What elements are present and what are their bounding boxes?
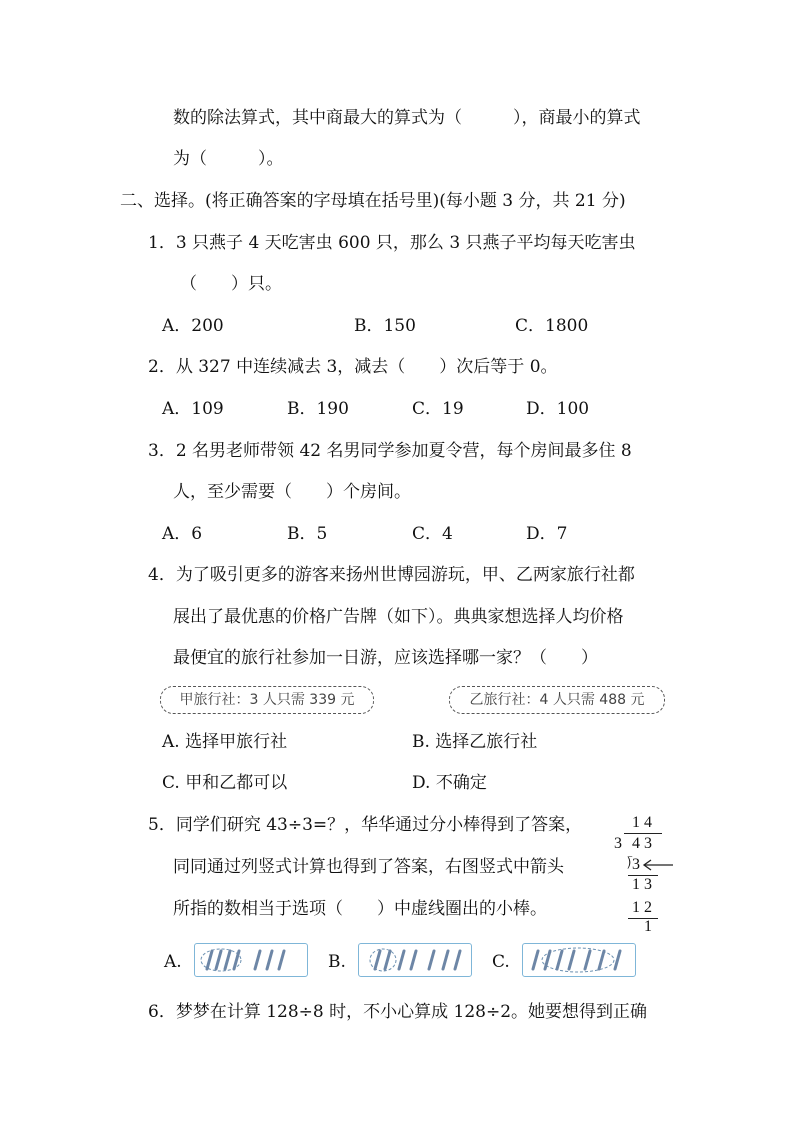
question-5-text-cont-2: 所指的数相当于选项（ ）中虚线圈出的小棒。	[173, 899, 547, 919]
q5-option-b-label[interactable]: B.	[328, 952, 346, 972]
q3-option-b[interactable]: B．5	[287, 524, 328, 544]
question-1-text-cont: （ ）只。	[180, 274, 282, 294]
stick-bundle-icon	[195, 944, 307, 976]
question-1-text: 1．3 只燕子 4 天吃害虫 600 只，那么 3 只燕子平均每天吃害虫	[148, 233, 636, 253]
long-division-diagram	[606, 814, 676, 938]
q4-option-c[interactable]: C. 甲和乙都可以	[162, 773, 288, 793]
q1-option-b[interactable]: B．150	[354, 316, 416, 336]
q5-option-a-sticks[interactable]	[194, 943, 308, 977]
division-step-1: 3	[632, 856, 640, 873]
q2-option-b[interactable]: B．190	[287, 399, 349, 419]
q2-option-d[interactable]: D．100	[526, 399, 590, 419]
division-step-3: 1 2	[632, 899, 652, 916]
q3-option-d[interactable]: D．7	[526, 524, 568, 544]
q4-option-d[interactable]: D. 不确定	[412, 773, 487, 793]
stick-bundle-icon	[359, 944, 471, 976]
question-3-text-cont: 人，至少需要（ ）个房间。	[173, 482, 411, 502]
q2-option-a[interactable]: A．109	[162, 399, 224, 419]
intro-line-2: 为（ ）。	[173, 149, 284, 169]
q3-option-a[interactable]: A．6	[162, 524, 203, 544]
division-divisor: 3	[614, 835, 622, 852]
stick-bundle-icon	[523, 944, 635, 976]
question-4-text-cont-2: 最便宜的旅行社参加一日游，应该选择哪一家？（ ）	[173, 648, 598, 668]
q3-option-c[interactable]: C．4	[412, 524, 453, 544]
arrow-left-icon	[642, 858, 674, 872]
division-bracket: ⟌	[627, 856, 633, 871]
q4-option-b[interactable]: B. 选择乙旅行社	[412, 732, 538, 752]
q2-option-c[interactable]: C．19	[412, 399, 464, 419]
q5-option-a-label[interactable]: A.	[164, 952, 182, 972]
question-5-text-cont: 同同通过列竖式计算也得到了答案，右图竖式中箭头	[173, 857, 564, 877]
q1-option-c[interactable]: C．1800	[515, 316, 589, 336]
question-2-text: 2．从 327 中连续减去 3，减去（ ）次后等于 0。	[148, 357, 558, 377]
question-4-text-cont: 展出了最优惠的价格广告牌（如下）。典典家想选择人均价格	[173, 607, 624, 627]
q1-option-a[interactable]: A．200	[162, 316, 224, 336]
division-remainder: 1	[644, 918, 652, 935]
section-heading: 二、选择。(将正确答案的字母填在括号里)(每小题 3 分，共 21 分)	[120, 191, 626, 211]
q5-option-c-label[interactable]: C.	[492, 952, 510, 972]
travel-agency-b-sign: 乙旅行社：4 人只需 488 元	[449, 686, 665, 714]
travel-agency-a-sign: 甲旅行社：3 人只需 339 元	[160, 686, 374, 714]
question-5-text: 5．同学们研究 43÷3=？，华华通过分小棒得到了答案，	[148, 815, 583, 835]
division-dividend: 4 3	[632, 835, 652, 852]
division-step-2: 1 3	[632, 876, 652, 893]
q4-option-a[interactable]: A. 选择甲旅行社	[162, 732, 288, 752]
division-rule-1	[628, 875, 658, 876]
intro-line-1: 数的除法算式，其中商最大的算式为（ ），商最小的算式	[173, 108, 641, 128]
q5-option-c-sticks[interactable]	[522, 943, 636, 977]
question-3-text: 3．2 名男老师带领 42 名男同学参加夏令营，每个房间最多住 8	[148, 441, 632, 461]
division-rule-2	[628, 918, 658, 919]
division-bar	[624, 833, 662, 834]
question-6-text: 6．梦梦在计算 128÷8 时，不小心算成 128÷2。她要想得到正确	[148, 1002, 648, 1022]
q5-option-b-sticks[interactable]	[358, 943, 472, 977]
question-4-text: 4．为了吸引更多的游客来扬州世博园游玩，甲、乙两家旅行社都	[148, 565, 635, 585]
division-quotient: 1 4	[632, 814, 652, 831]
